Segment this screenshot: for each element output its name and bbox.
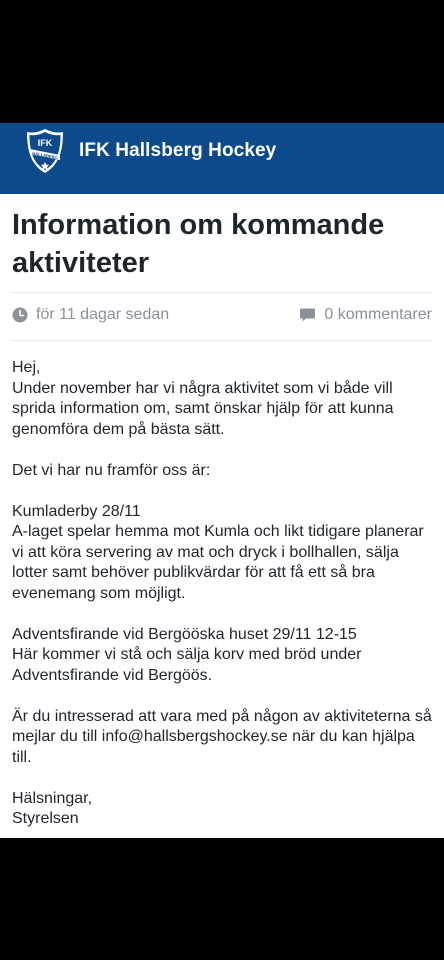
article-body [12, 358, 436, 850]
clock-icon [12, 307, 28, 323]
site-brand-title[interactable]: IFK Hallsberg Hockey [79, 140, 277, 161]
time-ago: för 11 dagar sedan [36, 306, 170, 323]
logo-text-band: HALLSBERG [31, 150, 59, 161]
paragraph-kumladerby: Kumladerby 28/11 A-laget spelar hemma mot Kumla och likt tidigare planerar vi att köra servering av mat och dryck i bollhallen, sälja lotter samt behöver publikvärdar för att få ett så bra evenemang som möjligt. [12, 502, 424, 602]
comments-link[interactable] [299, 306, 432, 324]
time-meta [12, 306, 169, 324]
article-title: Information om kommande aktiviteter [12, 209, 385, 279]
top-black-bar [0, 0, 444, 123]
logo-text-top: IFK [37, 138, 53, 148]
paragraph-contact: Är du intresserad att vara med på någon av aktiviteterna så mejlar du till info@hallsbergshockey.se när du kan hjälpa till. [12, 707, 432, 766]
shield-icon [25, 127, 65, 175]
paragraph-signoff: Hälsningar, Styrelsen [12, 789, 93, 827]
paragraph-intro: Det vi har nu framför oss är: [12, 461, 211, 479]
ifk-logo-icon[interactable] [25, 127, 65, 175]
bottom-black-bar [0, 838, 444, 960]
comment-bubble-icon [299, 307, 316, 323]
divider-bottom [12, 340, 432, 341]
divider-top [12, 292, 432, 293]
paragraph-greeting: Hej, Under november har vi några aktivitet som vi både vill sprida information om, samt önskar hjälp för att kunna genomföra dem på bästa sätt. [12, 359, 394, 438]
paragraph-advent: Adventsfirande vid Bergööska huset 29/11 12-15 Här kommer vi stå och sälja korv med bröd under Adventsfirande vid Bergöös. [12, 625, 362, 684]
site-header [0, 123, 444, 194]
article-content [0, 194, 444, 838]
comments-count[interactable]: 0 kommentarer [324, 306, 432, 323]
article-meta [12, 302, 432, 330]
